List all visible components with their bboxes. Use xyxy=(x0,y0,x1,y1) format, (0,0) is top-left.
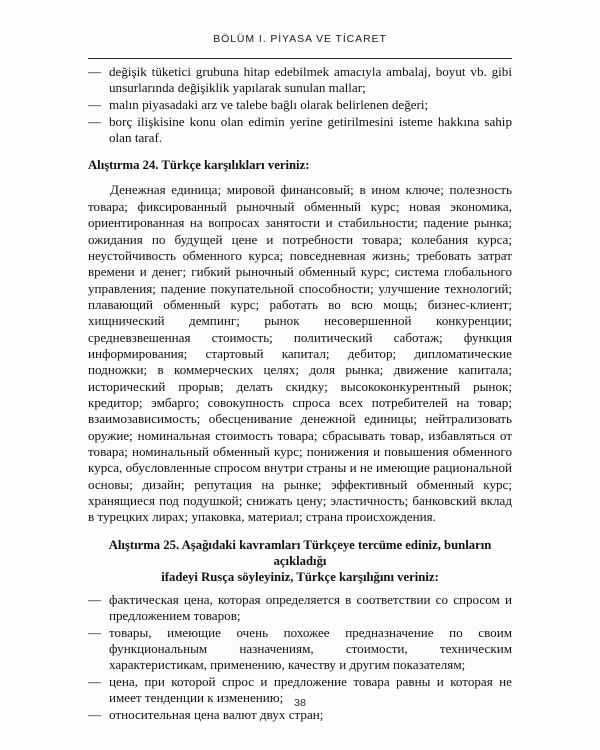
list-item-text: borç ilişkisine konu olan edimin yerine getirilmesini isteme hakkına sahip olan taraf. xyxy=(109,113,512,146)
list-item xyxy=(88,625,512,674)
list-item xyxy=(88,64,512,97)
list-item-text: товары, имеющие очень похожее предназначение по своим функциональным назначениям, стоимости, техническим характеристикам, применению, качеству и другим показателям; xyxy=(109,624,512,673)
heading-gap-spacer xyxy=(88,585,512,592)
list-item xyxy=(88,592,512,625)
running-head: BÖLÜM I. PİYASA VE TİCARET xyxy=(213,33,387,45)
list-item xyxy=(88,97,512,113)
em-dash-bullet: — xyxy=(88,113,102,129)
exercise-25-heading-line-1: Alıştırma 25. Aşağıdaki kavramları Türkçeye tercüme ediniz, bunların açıkladığı xyxy=(108,537,492,568)
list-item-text: malın piyasadaki arz ve talebe bağlı olarak belirlenen değeri; xyxy=(109,97,429,113)
list-item-text: фактическая цена, которая определяется в соответствии со спросом и предложением товаров; xyxy=(109,591,512,623)
exercise-24-glossary-text: Денежная единица; мировой финансовый; в ином ключе; полезность товара; фиксированный рыночный обменный курс; новая экономика, ориентированная на вопросах занятости и стабильности; падение рынка; ожидания по будущей цене и потребности товара; колебания курса; неустойчивость обменного курса; повседневная жизнь; требовать затрат времени и денег; гибкий рыночный обменный курс; система глобального управления; падение покупательной способности; улучшение технологий; плавающий обменный курс; работать во всю мощь; бизнес-клиент; хищнический демпинг; рынок несовершенной конкуренции; средневзвешенная стоимость; политический саботаж; функция информирования; стартовый капитал; дебитор; дипломатические подножки; в коммерческих целях; доля рынка; движение капитала; исторический прорыв; делать скидку; высококонкурентный рынок; кредитор; эмбарго; совокупность спроса всех потребителей на товар; взаимозависимость; обесценивание денежной единицы; нейтрализовать оружие; номинальная стоимость товара; сбрасывать товар, избавляться от товара; номинальный обменный курс; понижения и повышения обменного курса, обусловленные спросом внутри страны и не имеющие рациональной основы; дизайн; репутация на рынке; эффективный обменный курс; хранящиеся под подушкой; снижать цену; эластичность; банковский вклад в турецких лирах; упаковка, материал; страна происхождения. xyxy=(88,182,512,525)
em-dash-bullet: — xyxy=(88,707,102,723)
list-item-text: цена, при которой спрос и предложение товара равны и которая не имеет тенденции к изменению; xyxy=(109,674,512,706)
list-item-text: относительная цена валют двух стран; xyxy=(109,707,324,723)
em-dash-bullet: — xyxy=(88,624,102,640)
body-column xyxy=(88,64,512,724)
list-item-text: değişik tüketici grubuna hitap edebilmek amacıyla ambalaj, boyut vb. gibi unsurlarında değişiklik yapılarak sunulan mallar; xyxy=(109,64,512,96)
em-dash-bullet: — xyxy=(88,64,102,79)
em-dash-bullet: — xyxy=(88,674,102,690)
exercise-24-heading: Alıştırma 24. Türkçe karşılıkları veriniz: xyxy=(88,158,310,173)
top-dash-list xyxy=(88,64,512,146)
list-item xyxy=(88,707,512,723)
header-rule-divider xyxy=(88,58,512,59)
page-number: 38 xyxy=(294,697,306,709)
exercise-25-heading-line-2: ifadeyi Rusça söyleyiniz, Türkçe karşılığını veriniz: xyxy=(161,569,439,584)
list-item xyxy=(88,114,512,147)
em-dash-bullet: — xyxy=(88,591,102,607)
em-dash-bullet: — xyxy=(88,97,102,113)
exercise-25-heading xyxy=(88,537,512,585)
